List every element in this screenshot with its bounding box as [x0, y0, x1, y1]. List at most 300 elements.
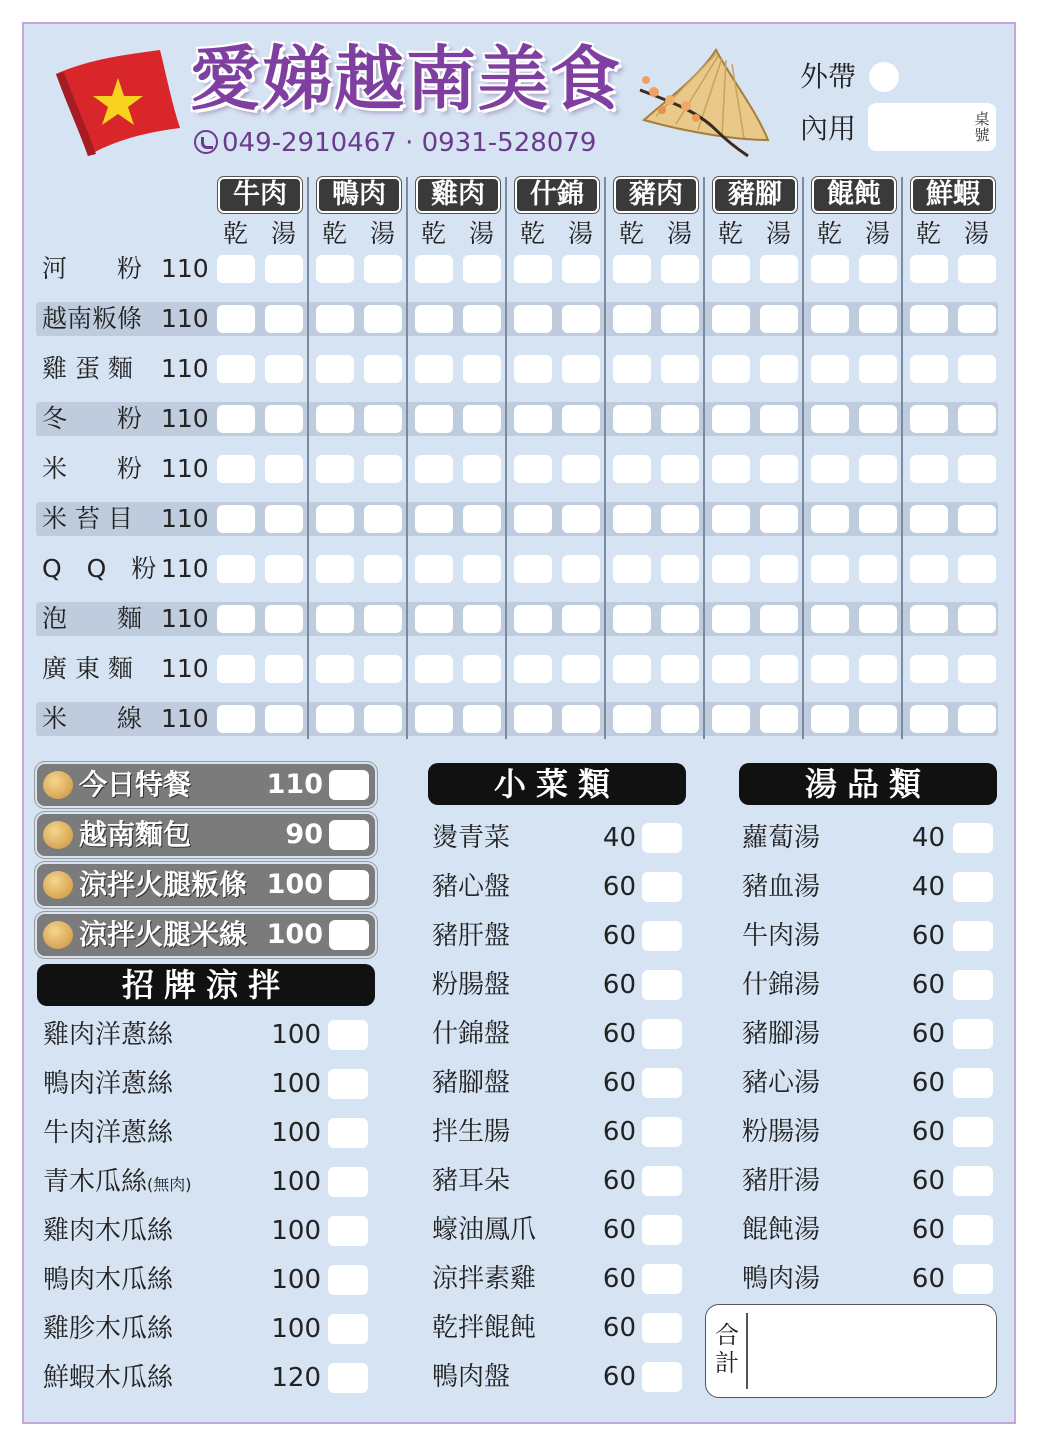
signature-name-3: [43, 1165, 192, 1202]
checkbox-dry-r5-c5[interactable]: [712, 505, 750, 533]
side-dish-checkbox-5[interactable]: [642, 1068, 682, 1098]
checkbox-soup-r6-c5[interactable]: [760, 555, 798, 583]
checkbox-dry-r8-c6[interactable]: [811, 655, 849, 683]
side-dish-price-5: 60: [602, 1068, 636, 1098]
signature-checkbox-1[interactable]: [328, 1069, 368, 1099]
checkbox-dry-r7-c5[interactable]: [712, 605, 750, 633]
checkbox-soup-r3-c3[interactable]: [562, 405, 600, 433]
side-dish-price-7: 60: [602, 1166, 636, 1196]
checkbox-dry-r8-c5[interactable]: [712, 655, 750, 683]
checkbox-soup-r4-c1[interactable]: [364, 455, 402, 483]
checkbox-soup-r2-c3[interactable]: [562, 355, 600, 383]
soup-name-1: 豬血湯: [742, 872, 821, 902]
side-dish-name-2: 豬肝盤: [432, 921, 511, 951]
column-divider-7: [901, 177, 903, 739]
side-dish-name-8: 蠔油鳳爪: [432, 1215, 537, 1245]
checkbox-soup-r6-c0[interactable]: [265, 555, 303, 583]
column-divider-3: [505, 177, 507, 739]
side-dish-name-5: 豬腳盤: [432, 1068, 511, 1098]
checkbox-dry-r8-c0[interactable]: [217, 655, 255, 683]
signature-price-6: 100: [271, 1314, 321, 1344]
checkbox-dry-r4-c1[interactable]: [316, 455, 354, 483]
special-item-1: [37, 814, 375, 856]
soup-checkbox-4[interactable]: [953, 1019, 993, 1049]
soup-price-0: 40: [911, 823, 945, 853]
checkbox-soup-r2-c6[interactable]: [859, 355, 897, 383]
checkbox-dry-r8-c1[interactable]: [316, 655, 354, 683]
checkbox-soup-r8-c0[interactable]: [265, 655, 303, 683]
checkbox-dry-r8-c3[interactable]: [514, 655, 552, 683]
soup-checkbox-3[interactable]: [953, 970, 993, 1000]
checkbox-soup-r4-c3[interactable]: [562, 455, 600, 483]
checkbox-dry-r3-c1[interactable]: [316, 405, 354, 433]
column-divider-5: [703, 177, 705, 739]
checkbox-dry-r9-c0[interactable]: [217, 705, 255, 733]
signature-price-1: 100: [271, 1069, 321, 1099]
checkbox-dry-r5-c3[interactable]: [514, 505, 552, 533]
checkbox-dry-r8-c2[interactable]: [415, 655, 453, 683]
checkbox-dry-r9-c5[interactable]: [712, 705, 750, 733]
signature-checkbox-5[interactable]: [328, 1265, 368, 1295]
checkbox-soup-r6-c1[interactable]: [364, 555, 402, 583]
checkbox-dry-r1-c6[interactable]: [811, 305, 849, 333]
checkbox-soup-r1-c6[interactable]: [859, 305, 897, 333]
checkbox-soup-r6-c3[interactable]: [562, 555, 600, 583]
noodle-name-0: 河 粉: [42, 254, 143, 283]
side-dish-checkbox-9[interactable]: [642, 1264, 682, 1294]
checkbox-dry-r5-c6[interactable]: [811, 505, 849, 533]
soup-checkbox-9[interactable]: [953, 1264, 993, 1294]
checkbox-soup-r7-c6[interactable]: [859, 605, 897, 633]
side-dish-price-8: 60: [602, 1215, 636, 1245]
side-dish-checkbox-6[interactable]: [642, 1117, 682, 1147]
checkbox-dry-r7-c7[interactable]: [910, 605, 948, 633]
checkbox-dry-r9-c1[interactable]: [316, 705, 354, 733]
checkbox-soup-r1-c1[interactable]: [364, 305, 402, 333]
checkbox-dry-r6-c6[interactable]: [811, 555, 849, 583]
soup-name-5: 豬心湯: [742, 1068, 821, 1098]
column-divider-1: [307, 177, 309, 739]
checkbox-dry-r9-c4[interactable]: [613, 705, 651, 733]
checkbox-soup-r5-c0[interactable]: [265, 505, 303, 533]
signature-name-text-0: 雞肉洋蔥絲: [43, 1020, 174, 1050]
checkbox-soup-r3-c7[interactable]: [958, 405, 996, 433]
soup-checkbox-2[interactable]: [953, 921, 993, 951]
checkbox-dry-r5-c1[interactable]: [316, 505, 354, 533]
checkbox-dry-r6-c5[interactable]: [712, 555, 750, 583]
checkbox-dry-r4-c3[interactable]: [514, 455, 552, 483]
soup-price-6: 60: [911, 1117, 945, 1147]
checkbox-soup-r9-c3[interactable]: [562, 705, 600, 733]
signature-price-2: 100: [271, 1118, 321, 1148]
checkbox-dry-r4-c4[interactable]: [613, 455, 651, 483]
signature-checkbox-0[interactable]: [328, 1020, 368, 1050]
checkbox-dry-r9-c2[interactable]: [415, 705, 453, 733]
side-dish-price-6: 60: [602, 1117, 636, 1147]
noodle-price-2: 110: [161, 354, 209, 383]
side-dish-checkbox-11[interactable]: [642, 1362, 682, 1392]
checkbox-soup-r3-c1[interactable]: [364, 405, 402, 433]
checkbox-dry-r2-c1[interactable]: [316, 355, 354, 383]
checkbox-soup-r5-c1[interactable]: [364, 505, 402, 533]
special-name-3: 涼拌火腿米線: [79, 918, 248, 951]
checkbox-soup-r7-c1[interactable]: [364, 605, 402, 633]
side-dish-checkbox-4[interactable]: [642, 1019, 682, 1049]
side-dish-checkbox-10[interactable]: [642, 1313, 682, 1343]
checkbox-dry-r2-c6[interactable]: [811, 355, 849, 383]
dine-in-label: 內用: [800, 112, 857, 145]
checkbox-soup-r3-c2[interactable]: [463, 405, 501, 433]
checkbox-soup-r7-c2[interactable]: [463, 605, 501, 633]
checkbox-soup-r0-c3[interactable]: [562, 255, 600, 283]
column-divider-6: [802, 177, 804, 739]
special-name-1: 越南麵包: [79, 818, 192, 851]
checkbox-dry-r0-c6[interactable]: [811, 255, 849, 283]
checkbox-dry-r3-c0[interactable]: [217, 405, 255, 433]
sub-dry-6: 乾: [817, 219, 843, 248]
signature-checkbox-4[interactable]: [328, 1216, 368, 1246]
checkbox-soup-r5-c4[interactable]: [661, 505, 699, 533]
noodle-price-6: 110: [161, 554, 209, 583]
checkbox-soup-r0-c7[interactable]: [958, 255, 996, 283]
soup-checkbox-8[interactable]: [953, 1215, 993, 1245]
soup-checkbox-0[interactable]: [953, 823, 993, 853]
checkbox-dry-r1-c5[interactable]: [712, 305, 750, 333]
special-price-1: 90: [285, 819, 323, 850]
checkbox-dry-r2-c0[interactable]: [217, 355, 255, 383]
phone-icon: [194, 130, 218, 154]
side-dish-price-0: 40: [602, 823, 636, 853]
checkbox-dry-r2-c7[interactable]: [910, 355, 948, 383]
checkbox-dry-r3-c4[interactable]: [613, 405, 651, 433]
checkbox-dry-r3-c3[interactable]: [514, 405, 552, 433]
checkbox-dry-r4-c5[interactable]: [712, 455, 750, 483]
checkbox-dry-r4-c2[interactable]: [415, 455, 453, 483]
checkbox-dry-r7-c3[interactable]: [514, 605, 552, 633]
checkbox-soup-r1-c0[interactable]: [265, 305, 303, 333]
checkbox-soup-r3-c5[interactable]: [760, 405, 798, 433]
thumbs-up-icon: [43, 821, 73, 849]
vietnam-flag-icon: [52, 44, 184, 162]
side-dish-price-9: 60: [602, 1264, 636, 1294]
takeout-checkbox[interactable]: [869, 62, 899, 92]
side-dish-checkbox-2[interactable]: [642, 921, 682, 951]
checkbox-dry-r0-c0[interactable]: [217, 255, 255, 283]
checkbox-soup-r4-c6[interactable]: [859, 455, 897, 483]
sub-soup-1: 湯: [370, 219, 396, 248]
signature-checkbox-2[interactable]: [328, 1118, 368, 1148]
noodle-price-1: 110: [161, 304, 209, 333]
checkbox-soup-r4-c4[interactable]: [661, 455, 699, 483]
checkbox-dry-r3-c5[interactable]: [712, 405, 750, 433]
checkbox-dry-r8-c7[interactable]: [910, 655, 948, 683]
noodle-price-9: 110: [161, 704, 209, 733]
checkbox-dry-r4-c0[interactable]: [217, 455, 255, 483]
checkbox-soup-r9-c0[interactable]: [265, 705, 303, 733]
checkbox-soup-r4-c2[interactable]: [463, 455, 501, 483]
checkbox-dry-r6-c0[interactable]: [217, 555, 255, 583]
checkbox-soup-r9-c4[interactable]: [661, 705, 699, 733]
sub-soup-2: 湯: [469, 219, 495, 248]
soup-price-7: 60: [911, 1166, 945, 1196]
checkbox-soup-r8-c2[interactable]: [463, 655, 501, 683]
noodle-price-0: 110: [161, 254, 209, 283]
special-checkbox-3[interactable]: [329, 920, 369, 950]
checkbox-dry-r1-c0[interactable]: [217, 305, 255, 333]
signature-price-0: 100: [271, 1020, 321, 1050]
noodle-name-9: 米 線: [42, 704, 143, 733]
side-dish-price-1: 60: [602, 872, 636, 902]
soup-name-3: 什錦湯: [742, 970, 821, 1000]
noodle-price-5: 110: [161, 504, 209, 533]
checkbox-dry-r5-c4[interactable]: [613, 505, 651, 533]
checkbox-soup-r9-c6[interactable]: [859, 705, 897, 733]
checkbox-dry-r2-c4[interactable]: [613, 355, 651, 383]
side-dish-name-3: 粉腸盤: [432, 970, 511, 1000]
checkbox-soup-r8-c1[interactable]: [364, 655, 402, 683]
sub-dry-2: 乾: [421, 219, 447, 248]
checkbox-soup-r8-c4[interactable]: [661, 655, 699, 683]
checkbox-dry-r6-c1[interactable]: [316, 555, 354, 583]
checkbox-dry-r6-c4[interactable]: [613, 555, 651, 583]
checkbox-soup-r6-c7[interactable]: [958, 555, 996, 583]
soup-checkbox-5[interactable]: [953, 1068, 993, 1098]
checkbox-soup-r1-c7[interactable]: [958, 305, 996, 333]
column-divider-2: [406, 177, 408, 739]
soup-checkbox-1[interactable]: [953, 872, 993, 902]
signature-name-text-6: 雞胗木瓜絲: [43, 1314, 174, 1344]
checkbox-soup-r1-c5[interactable]: [760, 305, 798, 333]
checkbox-soup-r6-c6[interactable]: [859, 555, 897, 583]
checkbox-soup-r4-c7[interactable]: [958, 455, 996, 483]
checkbox-soup-r0-c2[interactable]: [463, 255, 501, 283]
soup-price-9: 60: [911, 1264, 945, 1294]
checkbox-soup-r1-c3[interactable]: [562, 305, 600, 333]
checkbox-soup-r2-c1[interactable]: [364, 355, 402, 383]
side-dish-price-4: 60: [602, 1019, 636, 1049]
checkbox-dry-r0-c2[interactable]: [415, 255, 453, 283]
checkbox-dry-r2-c2[interactable]: [415, 355, 453, 383]
checkbox-dry-r9-c7[interactable]: [910, 705, 948, 733]
checkbox-dry-r7-c4[interactable]: [613, 605, 651, 633]
checkbox-soup-r3-c6[interactable]: [859, 405, 897, 433]
checkbox-dry-r1-c4[interactable]: [613, 305, 651, 333]
checkbox-soup-r8-c7[interactable]: [958, 655, 996, 683]
special-price-3: 100: [266, 919, 323, 950]
signature-checkbox-6[interactable]: [328, 1314, 368, 1344]
signature-price-3: 100: [271, 1167, 321, 1197]
checkbox-dry-r0-c1[interactable]: [316, 255, 354, 283]
checkbox-dry-r1-c2[interactable]: [415, 305, 453, 333]
checkbox-dry-r8-c4[interactable]: [613, 655, 651, 683]
soup-name-9: 鴨肉湯: [742, 1264, 821, 1294]
side-dish-checkbox-1[interactable]: [642, 872, 682, 902]
thumbs-up-icon: [43, 921, 73, 949]
checkbox-soup-r6-c2[interactable]: [463, 555, 501, 583]
checkbox-soup-r5-c3[interactable]: [562, 505, 600, 533]
takeout-label: 外帶: [800, 60, 857, 93]
checkbox-soup-r7-c4[interactable]: [661, 605, 699, 633]
checkbox-soup-r7-c3[interactable]: [562, 605, 600, 633]
category-header-5: 豬腳: [713, 177, 797, 213]
total-label: 合計: [715, 1321, 739, 1377]
noodle-name-1: 越南粄條: [42, 304, 143, 333]
checkbox-soup-r7-c5[interactable]: [760, 605, 798, 633]
noodle-price-7: 110: [161, 604, 209, 633]
checkbox-soup-r0-c0[interactable]: [265, 255, 303, 283]
signature-name-text-2: 牛肉洋蔥絲: [43, 1118, 174, 1148]
checkbox-dry-r1-c1[interactable]: [316, 305, 354, 333]
checkbox-dry-r4-c6[interactable]: [811, 455, 849, 483]
checkbox-dry-r7-c6[interactable]: [811, 605, 849, 633]
side-dish-price-10: 60: [602, 1313, 636, 1343]
total-divider: [746, 1313, 748, 1389]
checkbox-soup-r0-c1[interactable]: [364, 255, 402, 283]
total-amount-field[interactable]: [752, 1312, 990, 1390]
special-checkbox-2[interactable]: [329, 870, 369, 900]
checkbox-dry-r0-c7[interactable]: [910, 255, 948, 283]
checkbox-soup-r1-c4[interactable]: [661, 305, 699, 333]
sub-soup-5: 湯: [766, 219, 792, 248]
sub-soup-3: 湯: [568, 219, 594, 248]
checkbox-dry-r2-c5[interactable]: [712, 355, 750, 383]
checkbox-dry-r3-c2[interactable]: [415, 405, 453, 433]
sub-dry-3: 乾: [520, 219, 546, 248]
checkbox-dry-r3-c7[interactable]: [910, 405, 948, 433]
checkbox-soup-r0-c6[interactable]: [859, 255, 897, 283]
checkbox-dry-r0-c3[interactable]: [514, 255, 552, 283]
side-dish-price-3: 60: [602, 970, 636, 1000]
soup-checkbox-7[interactable]: [953, 1166, 993, 1196]
category-header-7: 鮮蝦: [911, 177, 995, 213]
checkbox-soup-r8-c5[interactable]: [760, 655, 798, 683]
special-checkbox-1[interactable]: [329, 820, 369, 850]
noodle-name-7: 泡 麵: [42, 604, 143, 633]
phone-numbers: [194, 127, 596, 159]
checkbox-dry-r5-c0[interactable]: [217, 505, 255, 533]
checkbox-soup-r9-c1[interactable]: [364, 705, 402, 733]
special-price-2: 100: [266, 869, 323, 900]
checkbox-soup-r2-c4[interactable]: [661, 355, 699, 383]
signature-checkbox-7[interactable]: [328, 1363, 368, 1393]
checkbox-soup-r7-c7[interactable]: [958, 605, 996, 633]
noodle-name-5: 米 苔 目: [42, 504, 133, 533]
soups-header: 湯品類: [739, 763, 997, 805]
checkbox-dry-r7-c2[interactable]: [415, 605, 453, 633]
checkbox-soup-r2-c7[interactable]: [958, 355, 996, 383]
signature-name-text-1: 鴨肉洋蔥絲: [43, 1069, 174, 1099]
checkbox-soup-r7-c0[interactable]: [265, 605, 303, 633]
side-dish-checkbox-8[interactable]: [642, 1215, 682, 1245]
checkbox-soup-r5-c6[interactable]: [859, 505, 897, 533]
checkbox-soup-r0-c4[interactable]: [661, 255, 699, 283]
checkbox-dry-r6-c7[interactable]: [910, 555, 948, 583]
category-header-4: 豬肉: [614, 177, 698, 213]
checkbox-soup-r3-c0[interactable]: [265, 405, 303, 433]
checkbox-soup-r6-c4[interactable]: [661, 555, 699, 583]
checkbox-dry-r1-c3[interactable]: [514, 305, 552, 333]
checkbox-dry-r6-c3[interactable]: [514, 555, 552, 583]
signature-name-7: [43, 1361, 173, 1398]
checkbox-soup-r0-c5[interactable]: [760, 255, 798, 283]
signature-note-3: (無肉): [147, 1175, 192, 1194]
checkbox-dry-r7-c1[interactable]: [316, 605, 354, 633]
special-name-2: 涼拌火腿粄條: [79, 868, 248, 901]
special-price-0: 110: [266, 769, 323, 800]
checkbox-soup-r2-c0[interactable]: [265, 355, 303, 383]
noodle-price-3: 110: [161, 404, 209, 433]
soup-price-2: 60: [911, 921, 945, 951]
checkbox-dry-r1-c7[interactable]: [910, 305, 948, 333]
checkbox-soup-r1-c2[interactable]: [463, 305, 501, 333]
checkbox-soup-r5-c7[interactable]: [958, 505, 996, 533]
sub-soup-6: 湯: [865, 219, 891, 248]
checkbox-soup-r2-c5[interactable]: [760, 355, 798, 383]
checkbox-dry-r5-c2[interactable]: [415, 505, 453, 533]
checkbox-dry-r9-c3[interactable]: [514, 705, 552, 733]
checkbox-dry-r5-c7[interactable]: [910, 505, 948, 533]
soup-name-2: 牛肉湯: [742, 921, 821, 951]
side-dish-checkbox-7[interactable]: [642, 1166, 682, 1196]
checkbox-soup-r9-c7[interactable]: [958, 705, 996, 733]
checkbox-soup-r8-c6[interactable]: [859, 655, 897, 683]
special-checkbox-0[interactable]: [329, 770, 369, 800]
checkbox-dry-r6-c2[interactable]: [415, 555, 453, 583]
checkbox-soup-r9-c5[interactable]: [760, 705, 798, 733]
checkbox-dry-r0-c5[interactable]: [712, 255, 750, 283]
signature-price-4: 100: [271, 1216, 321, 1246]
signature-name-text-7: 鮮蝦木瓜絲: [43, 1363, 174, 1393]
signature-header: 招牌涼拌: [37, 964, 375, 1006]
signature-checkbox-3[interactable]: [328, 1167, 368, 1197]
soup-price-1: 40: [911, 872, 945, 902]
checkbox-soup-r4-c0[interactable]: [265, 455, 303, 483]
soup-name-7: 豬肝湯: [742, 1166, 821, 1196]
sub-dry-4: 乾: [619, 219, 645, 248]
checkbox-soup-r3-c4[interactable]: [661, 405, 699, 433]
side-dish-price-11: 60: [602, 1362, 636, 1392]
soup-checkbox-6[interactable]: [953, 1117, 993, 1147]
checkbox-soup-r8-c3[interactable]: [562, 655, 600, 683]
special-item-0: [37, 764, 375, 806]
checkbox-dry-r2-c3[interactable]: [514, 355, 552, 383]
side-dish-checkbox-0[interactable]: [642, 823, 682, 853]
thumbs-up-icon: [43, 771, 73, 799]
sub-dry-0: 乾: [223, 219, 249, 248]
side-dish-name-0: 燙青菜: [432, 823, 511, 853]
soup-price-8: 60: [911, 1215, 945, 1245]
checkbox-dry-r7-c0[interactable]: [217, 605, 255, 633]
signature-name-text-3: 青木瓜絲: [43, 1167, 148, 1197]
checkbox-soup-r2-c2[interactable]: [463, 355, 501, 383]
checkbox-dry-r0-c4[interactable]: [613, 255, 651, 283]
sub-dry-1: 乾: [322, 219, 348, 248]
signature-name-6: [43, 1312, 173, 1349]
category-header-1: 鴨肉: [317, 177, 401, 213]
checkbox-soup-r5-c2[interactable]: [463, 505, 501, 533]
checkbox-soup-r4-c5[interactable]: [760, 455, 798, 483]
checkbox-soup-r5-c5[interactable]: [760, 505, 798, 533]
checkbox-dry-r3-c6[interactable]: [811, 405, 849, 433]
checkbox-dry-r9-c6[interactable]: [811, 705, 849, 733]
special-name-0: 今日特餐: [79, 768, 192, 801]
restaurant-title: 愛娣越南美食: [190, 37, 622, 120]
phone-text: 049-2910467 · 0931-528079: [222, 128, 597, 158]
checkbox-soup-r9-c2[interactable]: [463, 705, 501, 733]
side-dish-checkbox-3[interactable]: [642, 970, 682, 1000]
checkbox-dry-r4-c7[interactable]: [910, 455, 948, 483]
sub-soup-7: 湯: [964, 219, 990, 248]
